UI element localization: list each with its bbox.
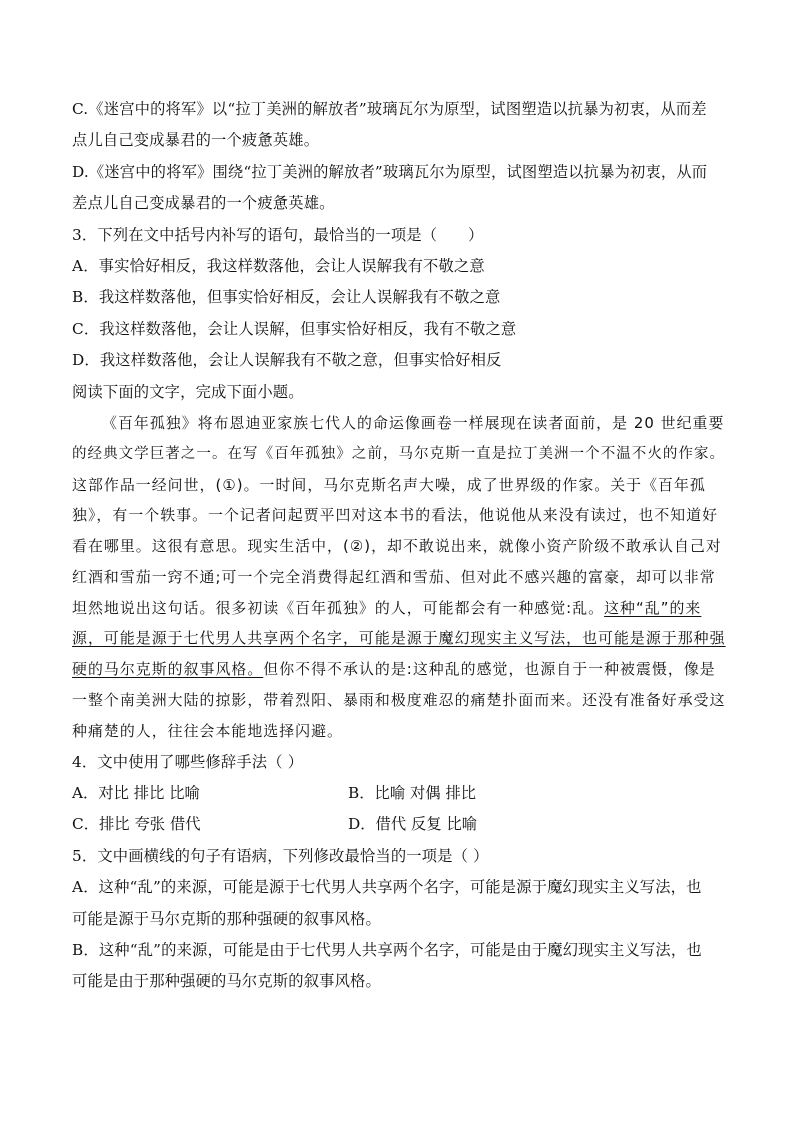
passage-line: 看在哪里。这很有意思。现实生活中，(②)，却不敢说出来，就像小资产阶级不敢承认自己对 bbox=[72, 537, 722, 556]
question-3-option-d: D．我这样数落他，会让人误解我有不敬之意，但事实恰好相反 bbox=[72, 351, 502, 370]
passage-line: 的经典文学巨著之一。在写《百年孤独》之前，马尔克斯一直是拉丁美洲一个不温不火的作家。 bbox=[72, 445, 726, 462]
underlined-sentence: 这种“乱”的来 bbox=[604, 598, 702, 617]
question-3-option-c: C．我这样数落他，会让人误解，但事实恰好相反，我有不敬之意 bbox=[72, 319, 517, 338]
question-4-options-row bbox=[72, 809, 728, 840]
question-5-option-b-line-2: 可能是由于那种强硬的马尔克斯的叙事风格。 bbox=[72, 972, 381, 991]
question-4-option-d: D．借代 反复 比喻 bbox=[348, 815, 478, 834]
question-3-option-a: A．事实恰好相反，我这样数落他，会让人误解我有不敬之意 bbox=[72, 256, 485, 275]
question-4 bbox=[72, 747, 728, 841]
passage-line bbox=[72, 623, 728, 654]
passage-line: 一整个南美洲大陆的掠影，带着烈阳、暴雨和极度难忍的痛楚扑面而来。还没有准备好承受这 bbox=[72, 691, 726, 710]
document-page bbox=[72, 94, 728, 998]
question-5-stem: 5．文中画横线的句子有语病，下列修改最恰当的一项是（ ） bbox=[72, 846, 489, 865]
passage-line bbox=[72, 654, 728, 685]
option-d-line-2: 差点儿自己变成暴君的一个疲惫英雄。 bbox=[72, 194, 335, 213]
passage-line: 种痛楚的人，往往会本能地选择闪避。 bbox=[72, 721, 343, 740]
question-4-option-a: A．对比 排比 比喻 bbox=[72, 784, 200, 803]
passage-text: 但你不得不承认的是:这种乱的感觉，也源自于一种被震慑，像是 bbox=[263, 660, 716, 679]
question-5-option-a-line-1: A．这种“乱”的来源，可能是源于七代男人共享两个名字，可能是源于魔幻现实主义写法，也 bbox=[72, 878, 702, 897]
question-3-stem: 3．下列在文中括号内补写的语句，最恰当的一项是（ ） bbox=[72, 225, 484, 244]
passage-line: 独》，有一个轶事。一个记者问起贾平凹对这本书的看法，他说他从来没有读过，也不知道好 bbox=[72, 506, 719, 525]
question-4-option-b: B．比喻 对偶 排比 bbox=[348, 784, 477, 803]
underlined-sentence: 源，可能是源于七代男人共享两个名字，可能是源于魔幻现实主义写法，也可能是源于那种强 bbox=[72, 629, 726, 648]
question-4-options-row bbox=[72, 778, 728, 809]
question-2-options bbox=[72, 94, 728, 220]
passage-line: 《百年孤独》将布恩迪亚家族七代人的命运像画卷一样展现在读者面前，是 20 世纪重要 bbox=[102, 413, 725, 432]
question-3 bbox=[72, 220, 728, 377]
question-5-option-b-line-1: B．这种“乱”的来源，可能是由于七代男人共享两个名字，可能是由于魔幻现实主义写法，也 bbox=[72, 941, 702, 960]
option-d-line-1: D.《迷宫中的将军》围绕“拉丁美洲的解放者”玻璃瓦尔为原型，试图塑造以抗暴为初衷，从而 bbox=[72, 162, 708, 181]
question-5 bbox=[72, 841, 728, 998]
underlined-sentence: 硬的马尔克斯的叙事风格。 bbox=[72, 660, 264, 679]
passage-line bbox=[72, 593, 728, 624]
passage-line: 红酒和雪茄一窍不通;可一个完全消费得起红酒和雪茄、但对此不感兴趣的富豪，却可以非常 bbox=[72, 567, 716, 586]
question-3-option-b: B．我这样数落他，但事实恰好相反，会让人误解我有不敬之意 bbox=[72, 288, 501, 307]
question-5-option-a-line-2: 可能是源于马尔克斯的那种强硬的叙事风格。 bbox=[72, 909, 381, 928]
passage-line: 这部作品一经问世，(①)。一时间，马尔克斯名声大噪，成了世界级的作家。关于《百年孤 bbox=[72, 475, 706, 494]
question-4-option-c: C．排比 夸张 借代 bbox=[72, 815, 201, 834]
reading-passage bbox=[72, 408, 728, 747]
option-c-line-2: 点儿自己变成暴君的一个疲惫英雄。 bbox=[72, 131, 320, 150]
reading-instruction: 阅读下面的文字，完成下面小题。 bbox=[72, 382, 304, 401]
option-c-line-1: C.《迷宫中的将军》以“拉丁美洲的解放者”玻璃瓦尔为原型，试图塑造以抗暴为初衷，从而差 bbox=[72, 100, 707, 118]
question-4-stem: 4．文中使用了哪些修辞手法（ ） bbox=[72, 752, 304, 771]
passage-text: 坦然地说出这句话。很多初读《百年孤独》的人，可能都会有一种感觉:乱。 bbox=[72, 598, 605, 617]
